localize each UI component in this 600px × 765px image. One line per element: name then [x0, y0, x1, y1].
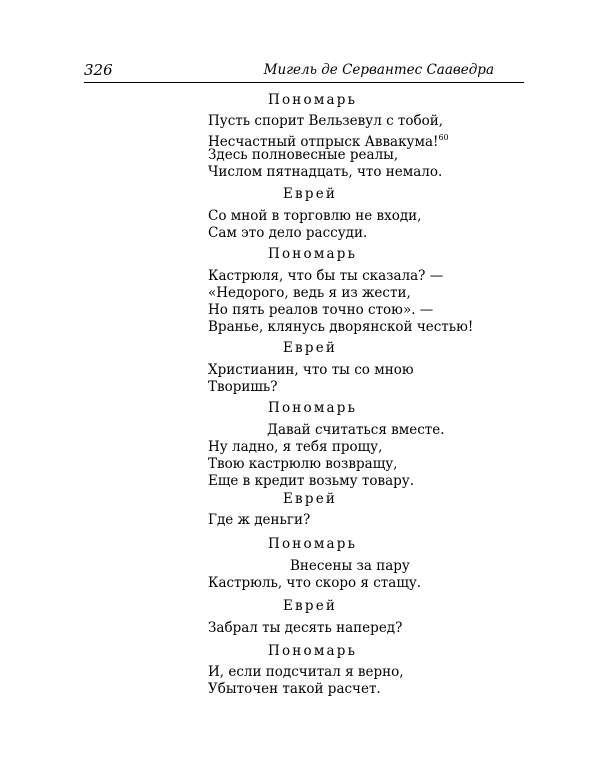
- verse-line: Где ж деньги?: [208, 512, 311, 528]
- verse-line: Здесь полновесные реалы,: [208, 147, 399, 163]
- speaker-name: Пономарь: [268, 92, 358, 108]
- verse-line: Но пять реалов точно стою». —: [208, 302, 434, 318]
- speaker-name: Пономарь: [268, 536, 358, 552]
- verse-line: Несчастный отпрыск Аввакума!$^{60}$: [208, 133, 449, 150]
- speaker-name: Еврей: [283, 491, 338, 507]
- verse-line: Творишь?: [208, 379, 278, 395]
- verse-line: Кастрюль, что скоро я стащу.: [208, 575, 422, 591]
- page-header: [84, 58, 524, 83]
- speaker-name: Еврей: [283, 186, 338, 202]
- verse-line: Внесены за пару: [290, 558, 410, 574]
- verse-line: Числом пятнадцать, что немало.: [208, 164, 443, 180]
- verse-line: Давай считаться вместе.: [267, 422, 445, 438]
- verse-line: Кастрюля, что бы ты сказала? —: [208, 268, 444, 284]
- verse-line: Убыточен такой расчет.: [208, 681, 381, 697]
- verse-line: Со мной в торговлю не входи,: [208, 208, 422, 224]
- verse-line: «Недорого, ведь я из жести,: [208, 285, 411, 301]
- verse-line: Ну ладно, я тебя прощу,: [208, 439, 383, 455]
- verse-line: И, если подсчитал я верно,: [208, 664, 404, 680]
- speaker-name: Пономарь: [268, 400, 358, 416]
- verse-line: Христианин, что ты со мною: [208, 362, 414, 378]
- verse-line: Забрал ты десять наперед?: [208, 620, 403, 636]
- verse-line: Сам это дело рассуди.: [208, 225, 368, 241]
- speaker-name: Пономарь: [268, 246, 358, 262]
- verse-line: Твою кастрюлю возвращу,: [208, 456, 398, 472]
- verse-line: Пусть спорит Вельзевул с тобой,: [208, 113, 444, 129]
- footnote-marker: 60: [438, 133, 449, 142]
- speaker-name: Пономарь: [268, 643, 358, 659]
- page-number: 326: [84, 61, 113, 79]
- speaker-name: Еврей: [283, 598, 338, 614]
- speaker-name: Еврей: [283, 340, 338, 356]
- running-title: Мигель де Сервантес Сааведра: [263, 62, 494, 78]
- verse-line: Вранье, клянусь дворянской честью!: [208, 319, 474, 335]
- verse-line: Еще в кредит возьму товару.: [208, 473, 415, 489]
